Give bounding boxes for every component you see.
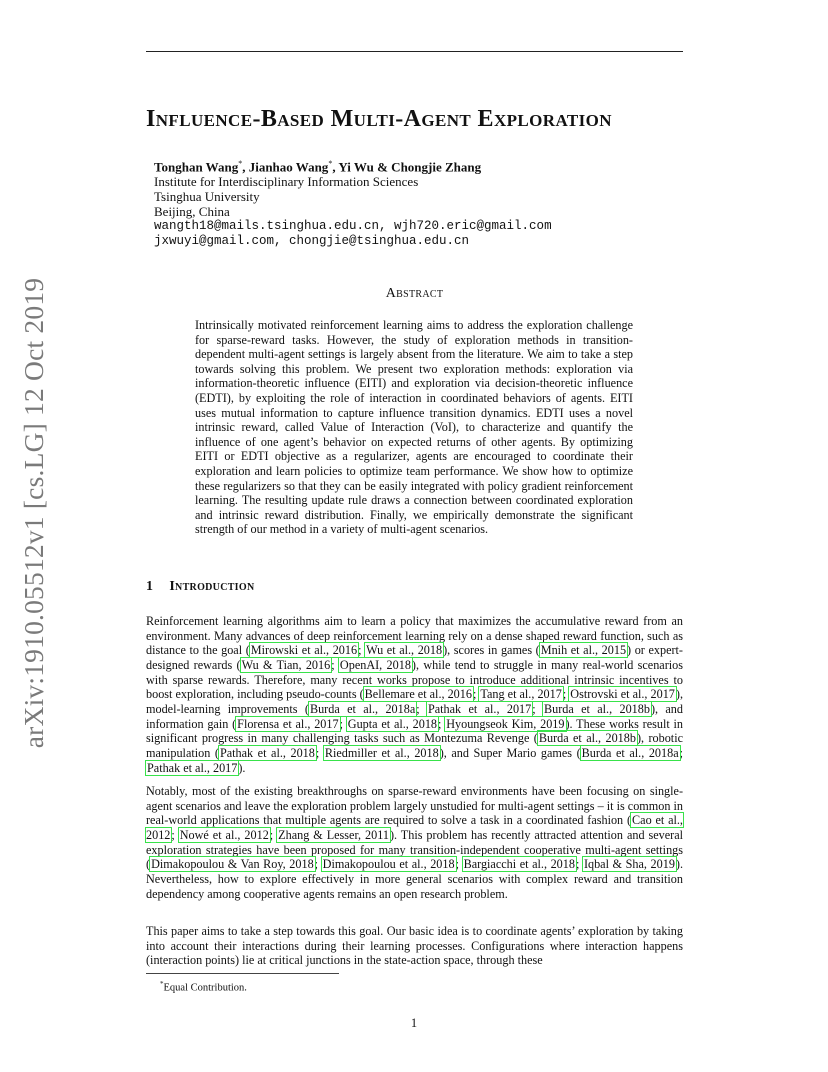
citation-link[interactable]: Gupta et al., 2018	[347, 716, 438, 731]
citation-link[interactable]: Hyoungseok Kim, 2019	[446, 716, 565, 731]
affiliation-line: Tsinghua University	[154, 189, 260, 205]
citation-link[interactable]: Burda et al., 2018a	[309, 701, 416, 716]
footnote-rule	[146, 973, 339, 974]
equal-contribution-mark: *	[328, 159, 333, 168]
footnote-mark: *	[160, 980, 164, 988]
abstract-heading: Abstract	[385, 286, 444, 301]
intro-paragraph-1: Reinforcement learning algorithms aim to learn a policy that maximizes the accumulative reward from an environment. Many advances of deep reinforcement learning rely on a dense shaped reward function, such as distance to the goal (Mirowski et al., 2016; Wu et al., 2018), scores in games (Mnih et al., 2015) or expert-designed rewards (Wu & Tian, 2016; OpenAI, 2018), while tend to struggle in many real-world scenarios with sparse rewards. Therefore, many recent works propose to introduce additional intrinsic incentives to boost exploration, including pseudo-counts (Bellemare et al., 2016; Tang et al., 2017; Ostrovski et al., 2017), model-learning improvements (Burda et al., 2018a; Pathak et al., 2017; Burda et al., 2018b), and information gain (Florensa et al., 2017; Gupta et al., 2018; Hyoungseok Kim, 2019). These works result in significant progress in many challenging tasks such as Montezuma Revenge (Burda et al., 2018b), robotic manipulation (Pathak et al., 2018; Riedmiller et al., 2018), and Super Mario games (Burda et al., 2018a; Pathak et al., 2017).	[146, 614, 684, 775]
section-heading	[146, 579, 683, 595]
abstract-text: Intrinsically motivated reinforcement learning aims to address the exploration challenge for sparse-reward tasks. However, the study of exploration methods in transition-dependent multi-agent settings is largely absent from the literature. We aim to take a step towards solving this problem. We present two exploration methods: exploration via information-theoretic influence (EITI) and exploration via decision-theoretic influence (EDTI), by exploiting the role of interaction in coordinated behaviors of agents. EITI uses mutual information to capture influence transition dynamics. EDTI uses a novel intrinsic reward, called Value of Interaction (VoI), to characterize and quantify the influence of one agent’s behavior on expected returns of other agents. By optimizing EITI or EDTI objective as a regularizer, agents are encouraged to coordinate their exploration and learn policies to optimize team performance. We show how to optimize these regularizers so that they can be easily integrated with policy gradient reinforcement learning. The resulting update rule draws a connection between coordinated exploration and intrinsic reward distribution. Finally, we empirically demonstrate the significant strength of our method in a variety of multi-agent scenarios.	[195, 318, 633, 537]
citation-link[interactable]: Dimakopoulou et al., 2018	[322, 857, 455, 872]
author-block	[154, 156, 674, 249]
author-name: , Jianhao Wang	[242, 159, 329, 175]
citation-link[interactable]: Pathak et al., 2017	[147, 760, 238, 775]
intro-paragraph-2: Notably, most of the existing breakthroughs on sparse-reward environments have been focusing on single-agent scenarios and leave the exploration problem largely unstudied for multi-agent settings – it is common in real-world applications that multiple agents are required to solve a task in a coordinated fashion (Cao et al., 2012; Nowé et al., 2012; Zhang & Lesser, 2011). This problem has recently attracted attention and several exploration strategies have been proposed for many transition-independent cooperative multi-agent settings (Dimakopoulou & Van Roy, 2018; Dimakopoulou et al., 2018; Bargiacchi et al., 2018; Iqbal & Sha, 2019). Nevertheless, how to explore effectively in more general scenarios with complex reward and transition dependency among cooperative agents remains an open research problem.	[146, 784, 684, 901]
footnote-text: Equal Contribution.	[163, 982, 247, 994]
author-name: , Yi Wu & Chongjie Zhang	[332, 159, 482, 175]
author-name: Tonghan Wang	[154, 159, 239, 175]
citation-link[interactable]: Wu et al., 2018	[366, 643, 443, 658]
citation-link[interactable]: Riedmiller et al., 2018	[324, 745, 439, 760]
citation-link[interactable]: Burda et al., 2018a	[581, 745, 679, 760]
arxiv-sidebar	[6, 277, 62, 749]
citation-link[interactable]: Wu & Tian, 2016	[241, 657, 331, 672]
citation-link[interactable]: Tang et al., 2017	[480, 687, 562, 702]
author-emails: wangth18@mails.tsinghua.edu.cn, wjh720.eric@gmail.com	[154, 219, 552, 234]
citation-link[interactable]: Mirowski et al., 2016	[250, 643, 358, 658]
header-rule	[146, 51, 683, 52]
footnote	[160, 978, 247, 995]
citation-link[interactable]: Pathak et al., 2018	[219, 745, 315, 760]
page-number: 1	[410, 1016, 418, 1030]
citation-link[interactable]: Ostrovski et al., 2017	[570, 687, 675, 702]
citation-link[interactable]: Mnih et al., 2015	[540, 643, 627, 658]
citation-link[interactable]: Cao et al., 2012	[146, 813, 683, 842]
citation-link[interactable]: Florensa et al., 2017	[237, 716, 339, 731]
citation-link[interactable]: Burda et al., 2018b	[543, 701, 650, 716]
citation-link[interactable]: Pathak et al., 2017	[427, 701, 532, 716]
citation-link[interactable]: Dimakopoulou & Van Roy, 2018	[151, 857, 314, 872]
equal-contribution-mark: *	[238, 159, 243, 168]
paper-title: Influence-Based Multi-Agent Exploration	[146, 106, 612, 132]
citation-link[interactable]: Bellemare et al., 2016	[364, 687, 472, 702]
citation-link[interactable]: OpenAI, 2018	[339, 657, 411, 672]
citation-link[interactable]: Burda et al., 2018b	[538, 731, 636, 746]
citation-link[interactable]: Iqbal & Sha, 2019	[583, 857, 675, 872]
citation-link[interactable]: Nowé et al., 2012	[179, 827, 269, 842]
section-number: 1	[146, 579, 154, 594]
citation-link[interactable]: Bargiacchi et al., 2018	[463, 857, 575, 872]
affiliation-line: Institute for Interdisciplinary Information Sciences	[154, 174, 419, 190]
arxiv-identifier: arXiv:1910.05512v1 [cs.LG] 12 Oct 2019	[18, 277, 50, 749]
author-emails: jxwuyi@gmail.com, chongjie@tsinghua.edu.cn	[154, 234, 470, 249]
citation-link[interactable]: Zhang & Lesser, 2011	[278, 827, 389, 842]
affiliation-line: Beijing, China	[154, 204, 230, 220]
intro-paragraph-3: This paper aims to take a step towards this goal. Our basic idea is to coordinate agents’ exploration by taking into account their interactions during their learning processes. Configurations where interaction happens (interaction points) lie at critical junctions in the state-action space, through these	[146, 924, 683, 968]
section-title: Introduction	[169, 579, 255, 594]
author-names	[154, 156, 674, 174]
